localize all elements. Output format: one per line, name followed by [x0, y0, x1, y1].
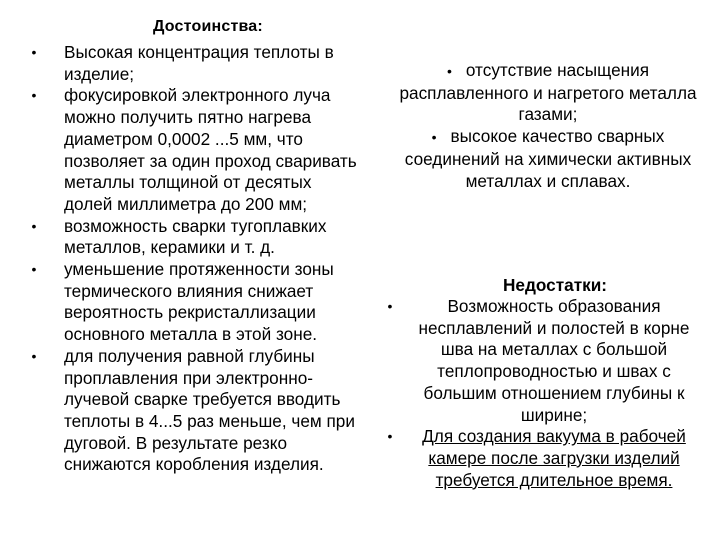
list-item — [24, 259, 364, 346]
list-item — [24, 216, 364, 259]
bullet-icon: • — [431, 129, 437, 146]
advantages-list-right — [398, 60, 698, 192]
list-item — [398, 126, 698, 192]
list-item-text: Высокая концентрация теплоты в изделие; — [64, 42, 334, 84]
bullet-icon: • — [31, 44, 37, 60]
advantages-title: Достоинства: — [153, 18, 263, 35]
bullet-icon: • — [387, 428, 393, 445]
bullet-icon: • — [446, 63, 452, 79]
list-item-text: фокусировкой электронного луча можно получить пятно нагрева диаметром 0,0002 ...5 мм, что позволяет за один проход сваривать металлы толщиной от десятых долей миллиметра до 200 мм; — [64, 85, 357, 214]
list-item-text: Для создания вакуума в рабочей камере после загрузки изделий требуется длительное время. — [422, 426, 686, 490]
list-item — [24, 42, 364, 85]
list-item-text: отсутствие насыщения расплавленного и нагретого металла газами; — [399, 60, 697, 125]
list-item-text: для получения равной глубины проплавления при электронно-лучевой сварке требуется вводить теплоты в 4...5 раз меньше, чем при дуговой. В результате резко снижаются коробления изделия. — [64, 345, 355, 475]
list-item — [380, 426, 700, 491]
bullet-icon: • — [387, 298, 393, 314]
list-item — [398, 60, 698, 126]
bullet-icon: • — [31, 261, 37, 278]
bullet-icon: • — [31, 217, 37, 234]
list-item-text: высокое качество сварных соединений на химически активных металлах и сплавах. — [404, 126, 692, 191]
list-item — [24, 85, 364, 215]
list-item — [24, 346, 364, 476]
list-item-text: Возможность образования несплавлений и полостей в корне шва на металлах с большой теплопроводностью и швах с большим отношением глубины к ширине; — [418, 296, 690, 425]
list-item-text: возможность сварки тугоплавких металлов, керамики и т. д. — [64, 215, 327, 258]
advantages-list-left — [24, 42, 364, 476]
disadvantages-list — [380, 296, 700, 491]
list-item — [380, 296, 700, 426]
bullet-icon: • — [31, 87, 37, 104]
bullet-icon: • — [31, 347, 37, 364]
list-item-text: уменьшение протяженности зоны термического влияния снижает вероятность рекристаллизации основного металла в этой зоне. — [64, 259, 334, 345]
disadvantages-heading: Недостатки: — [503, 275, 607, 295]
